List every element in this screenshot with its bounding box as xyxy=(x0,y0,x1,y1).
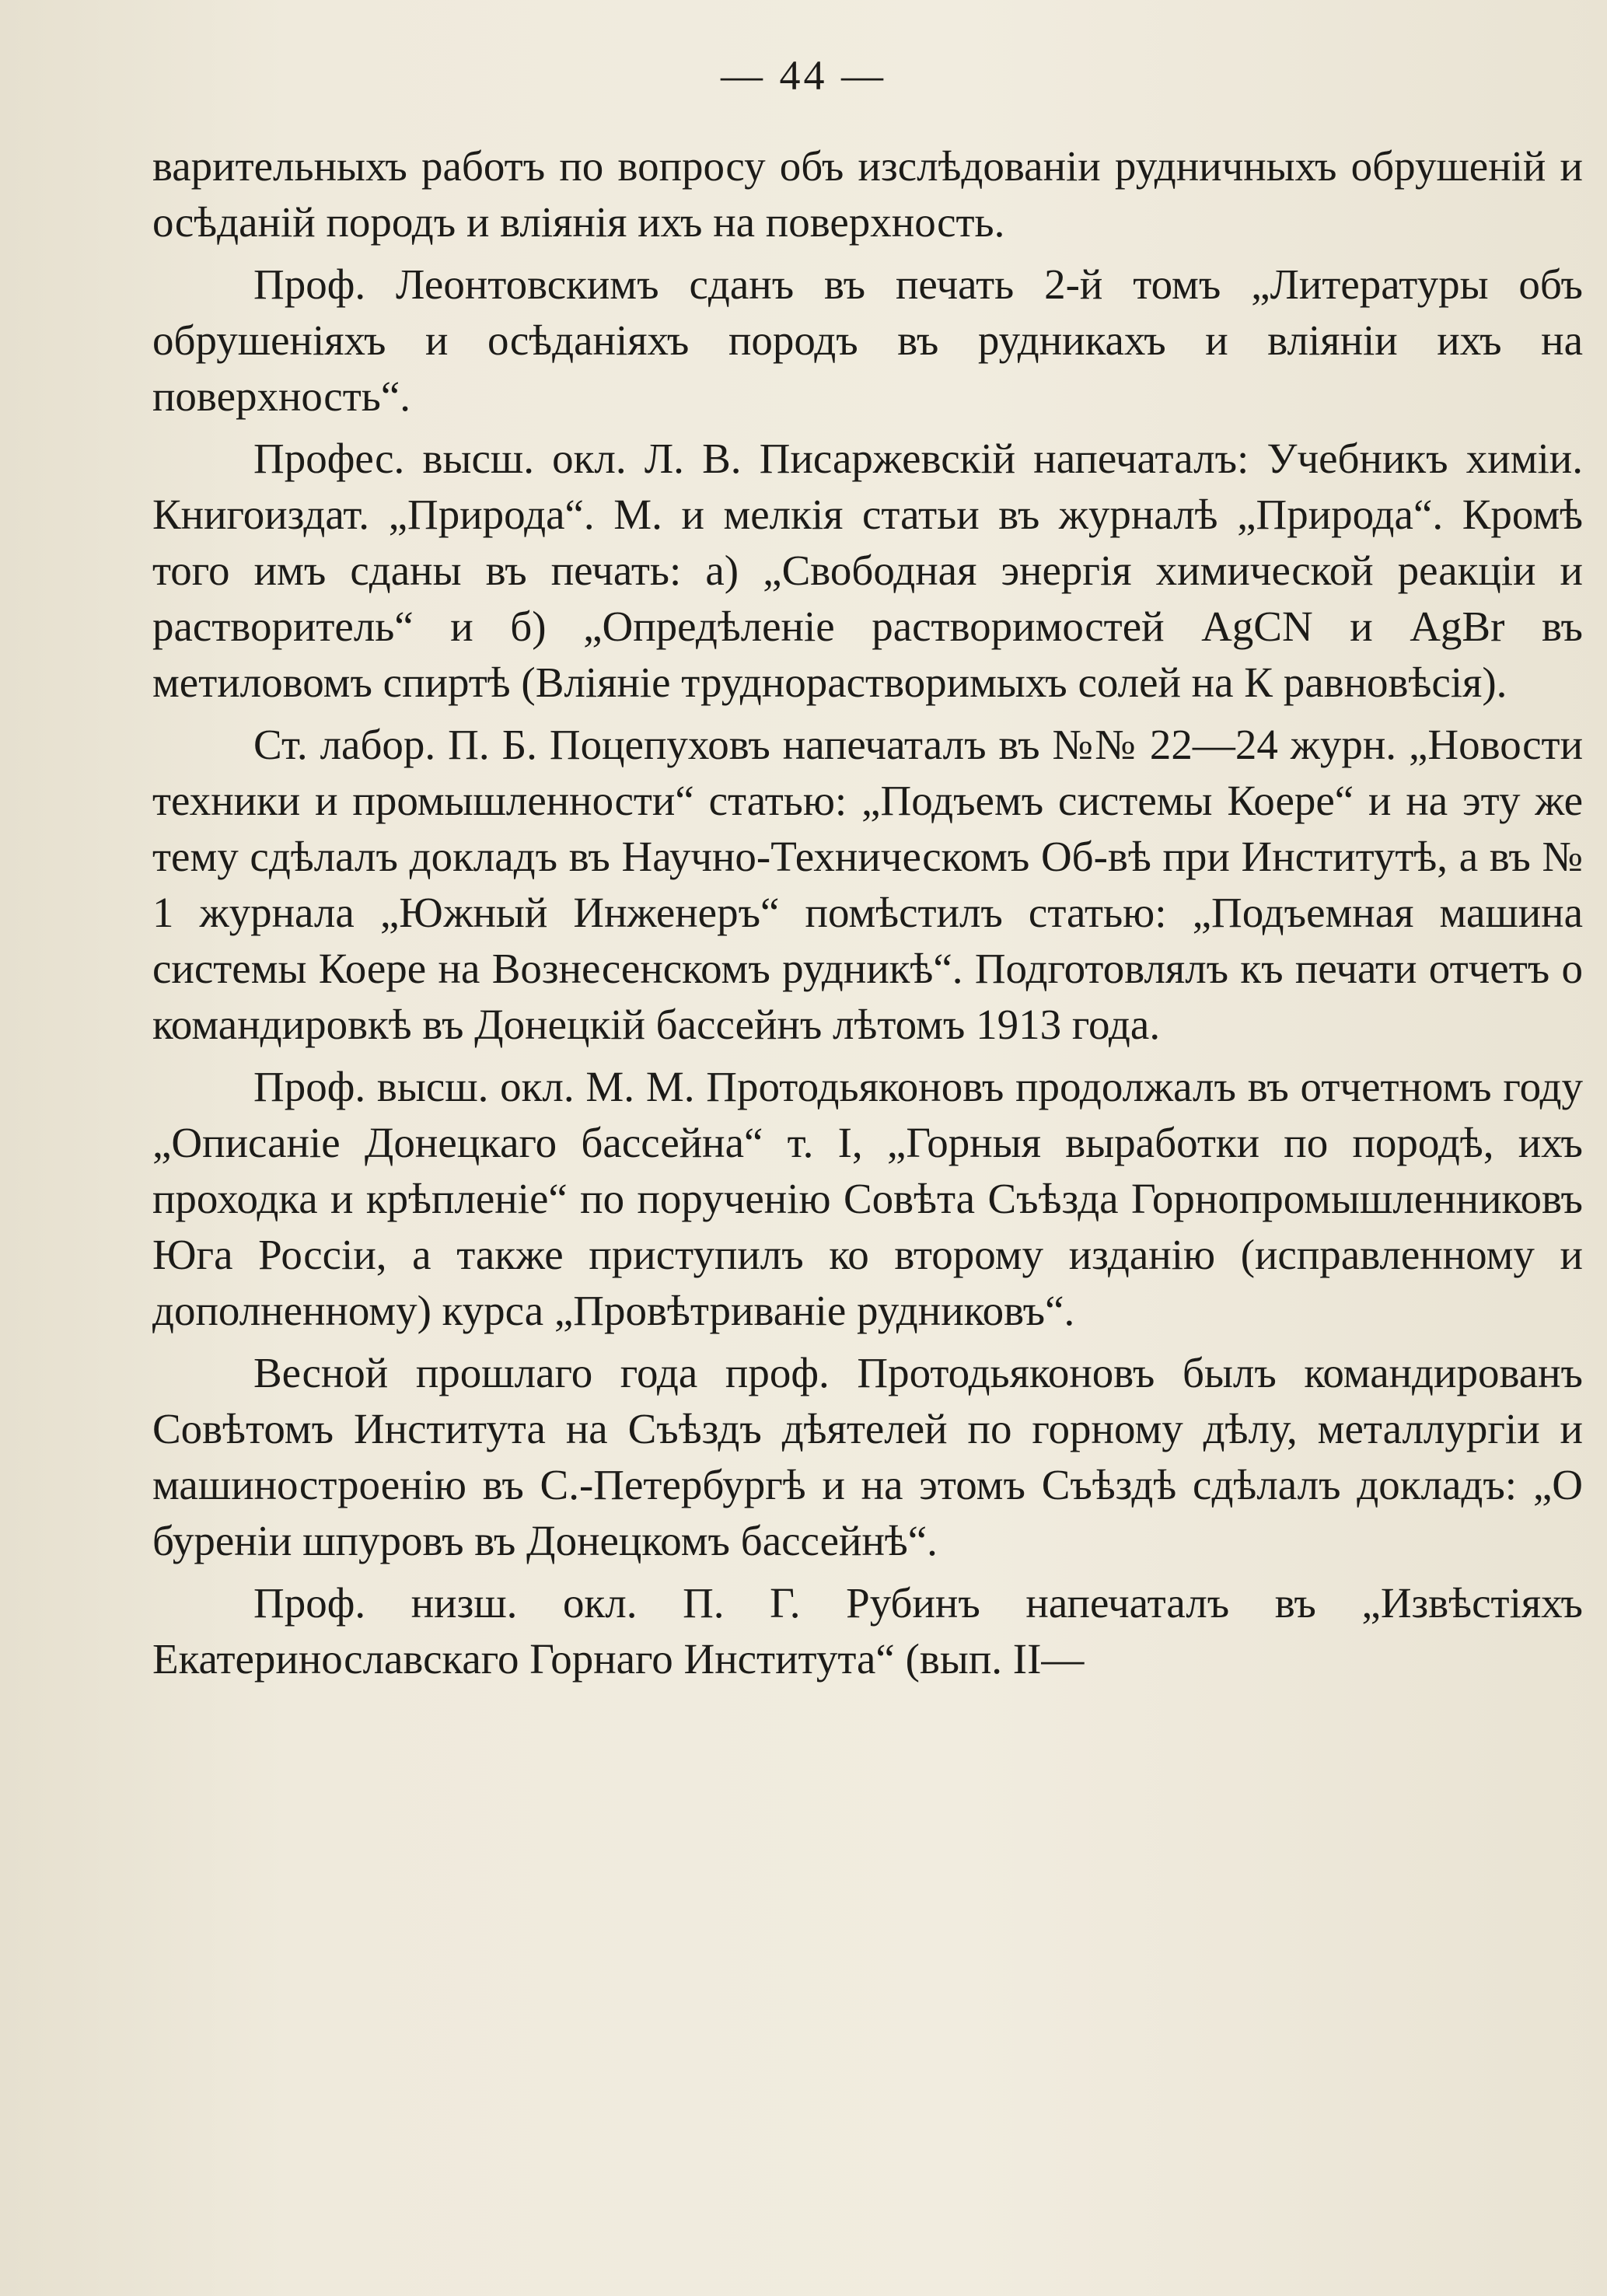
body-text xyxy=(152,138,1583,1687)
paragraph-leontovsky: Проф. Леонтовскимъ сданъ въ печать 2-й томъ „Литературы объ обрушеніяхъ и осѣданіяхъ породъ въ рудникахъ и вліяніи ихъ на поверхность“. xyxy=(152,260,1583,420)
paragraph-protodyakonov: Проф. высш. окл. М. М. Протодьяконовъ продолжалъ въ отчетномъ году „Описаніе Донецкаго бассейна“ т. I, „Горныя выработки по породѣ, ихъ проходка и крѣпленіе“ по порученію Совѣта Съѣзда Горнопромышленниковъ Юга Россіи, а также приступилъ ко второму изданію (исправленному и дополненному) курса „Провѣтриваніе рудниковъ“. xyxy=(152,1063,1583,1334)
paragraph-rubin: Проф. низш. окл. П. Г. Рубинъ напечаталъ въ „Извѣстіяхъ Екатеринославскаго Горнаго Института“ (вып. II— xyxy=(152,1579,1583,1683)
paragraph-congress: Весной прошлаго года проф. Протодьяконовъ былъ командированъ Совѣтомъ Института на Съѣздъ дѣятелей по горному дѣлу, металлургіи и машиностроенію въ С.-Петербургѣ и на этомъ Съѣздѣ сдѣлалъ докладъ: „О буреніи шпуровъ въ Донецкомъ бассейнѣ“. xyxy=(152,1349,1583,1564)
page-number: — 44 — xyxy=(721,52,886,99)
paragraph-continuation: варительныхъ работъ по вопросу объ изслѣдованіи рудничныхъ обрушеній и осѣданій породъ и вліянія ихъ на поверхность. xyxy=(152,142,1583,246)
paragraph-pisarzhevsky: Профес. высш. окл. Л. В. Писаржевскій напечаталъ: Учебникъ химіи. Книгоиздат. „Природа“. М. и мелкія статьи въ журналѣ „Природа“. Кромѣ того имъ сданы въ печать: а) „Свободная энергія химической реакціи и растворитель“ и б) „Опредѣленіе растворимостей AgCN и AgBr въ метиловомъ спиртѣ (Вліяніе труднорастворимыхъ солей на К равновѣсія). xyxy=(152,435,1583,706)
paragraph-potsepukhov: Ст. лабор. П. Б. Поцепуховъ напечаталъ въ №№ 22—24 журн. „Новости техники и промышленности“ статью: „Подъемъ системы Коере“ и на эту же тему сдѣлалъ докладъ въ Научно-Техническомъ Об-вѣ при Институтѣ, а въ № 1 журнала „Южный Инженеръ“ помѣстилъ статью: „Подъемная машина системы Коере на Вознесенскомъ рудникѣ“. Подготовлялъ къ печати отчетъ о командировкѣ въ Донецкій бассейнъ лѣтомъ 1913 года. xyxy=(152,721,1583,1048)
